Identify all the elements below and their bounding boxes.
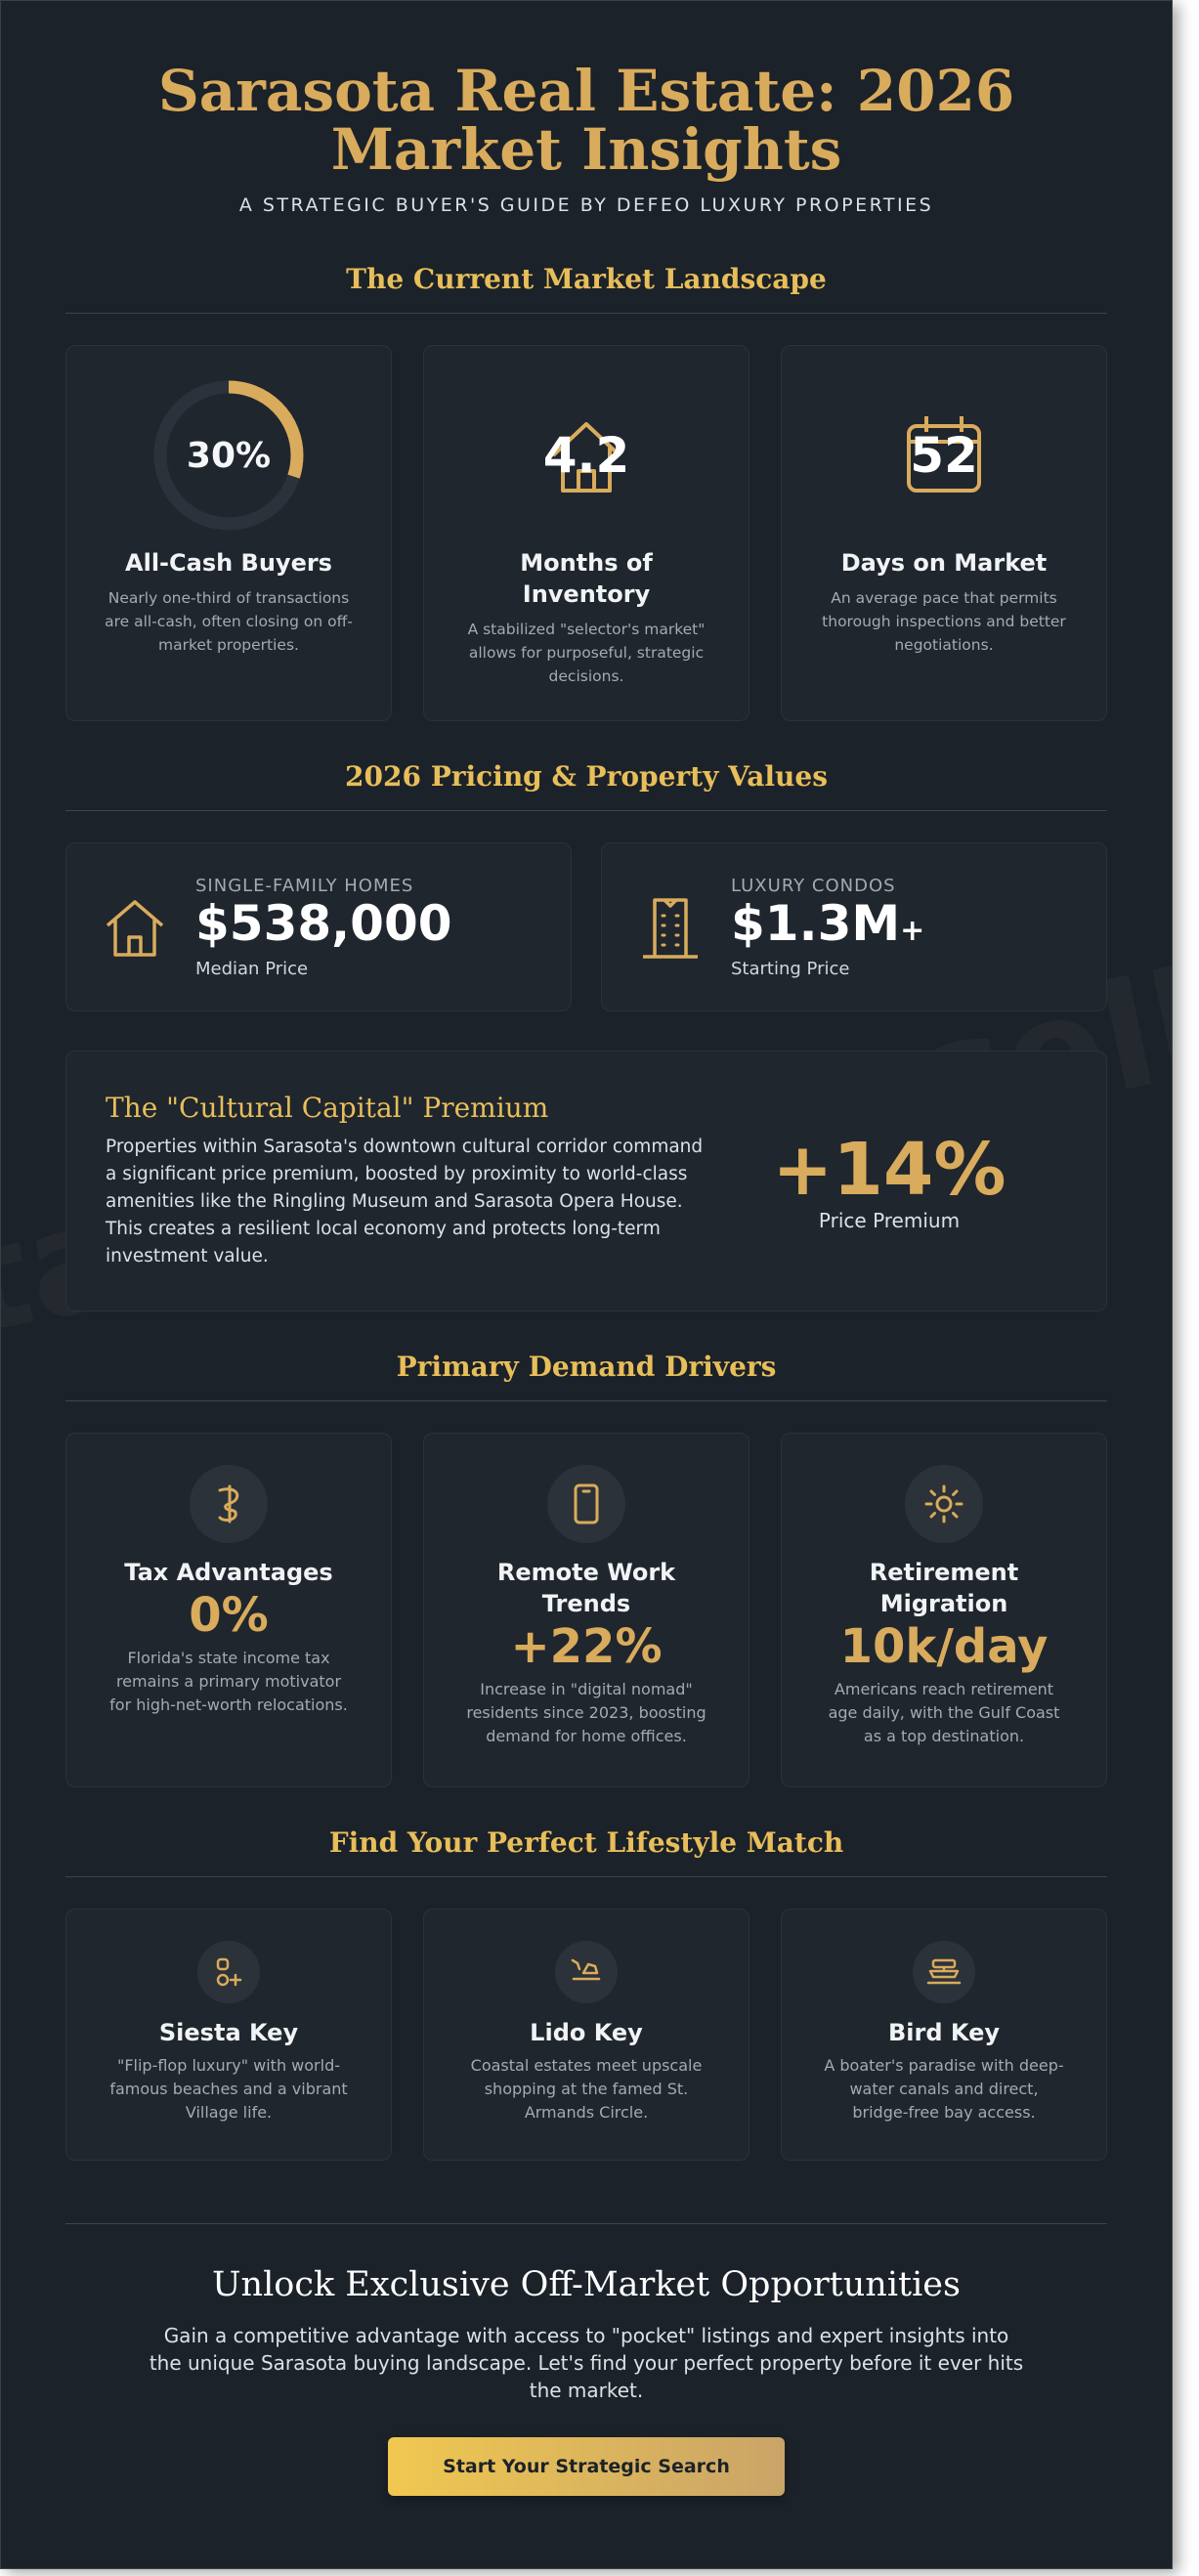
stat-desc: A stabilized "selector's market" allows for purposeful, strategic decisions. [467,621,706,685]
lifestyle-title: Bird Key [888,2019,1000,2046]
driver-desc: Increase in "digital nomad" residents since 2023, boosting demand for home offices. [466,1680,707,1745]
price-value: $1.3M+ [731,894,925,952]
house-icon [104,896,166,959]
driver-cards [65,1433,1107,1787]
days-value: 52 [910,427,978,484]
shapes-icon [197,1941,260,2003]
market-cards [65,345,1107,721]
cta-text: Gain a competitive advantage with access to "pocket" listings and expert insights into the unique Sarasota buying landscape. Let's find your perfect property before it ever hits the market. [149,2324,1024,2402]
donut-value: 30% [186,435,272,476]
stat-title: All-Cash Buyers [125,549,332,577]
stat-desc: An average pace that permits thorough inspections and better negotiations. [822,589,1066,654]
stat-card-inventory [423,345,749,721]
premium-caption: Price Premium [818,1208,961,1232]
section-divider [65,810,1107,811]
driver-value: +22% [510,1619,663,1674]
stat-title: Days on Market [840,549,1048,577]
driver-desc: Americans reach retirement age daily, with the Gulf Coast as a top destination. [828,1680,1060,1745]
cta-title: Unlock Exclusive Off-Market Opportunities [212,2265,961,2304]
premium-card [65,1051,1107,1311]
stat-card-cash-buyers [65,345,392,721]
lifestyle-card-siesta-key[interactable] [65,1909,392,2161]
price-card-luxury-condos [601,842,1107,1011]
driver-card-tax [65,1433,392,1787]
premium-title: The "Cultural Capital" Premium [106,1092,549,1124]
price-label: SINGLE-FAMILY HOMES [195,875,414,896]
cash-buyers-donut [150,377,307,534]
stat-card-days-on-market [781,345,1107,721]
driver-title: Retirement Migration [869,1559,1019,1617]
section-title-lifestyle: Find Your Perfect Lifestyle Match [328,1826,844,1859]
page-subtitle: A STRATEGIC BUYER'S GUIDE BY DEFEO LUXURY PROPERTIES [238,194,934,216]
cta-divider [65,2223,1107,2224]
section-divider [65,1876,1107,1877]
lifestyle-card-lido-key[interactable] [423,1909,749,2161]
premium-stat [711,1127,1067,1232]
price-card-single-family [65,842,572,1011]
driver-card-remote-work [423,1433,749,1787]
dollar-icon [190,1465,268,1543]
content [1,1,1172,2496]
driver-title: Remote Work Trends [496,1559,676,1617]
price-caption: Median Price [195,958,309,979]
premium-value: +14% [772,1127,1006,1212]
premium-text-block [106,1092,711,1270]
price-text [731,876,924,979]
sun-icon [905,1465,983,1543]
condo-building-icon [639,896,702,959]
page-title: Sarasota Real Estate: 2026 Market Insights [157,58,1015,183]
price-value: $538,000 [195,894,452,952]
shopping-icon [555,1941,618,2003]
lifestyle-title: Siesta Key [158,2019,299,2046]
inventory-graphic [508,377,664,534]
section-title-market: The Current Market Landscape [346,263,827,295]
driver-value: 0% [189,1588,269,1643]
start-search-button[interactable]: Start Your Strategic Search [388,2437,785,2496]
stat-title: Months of Inventory [520,549,653,608]
stat-desc: Nearly one-third of transactions are all-cash, often closing on off-market properties. [105,589,353,654]
days-graphic [866,377,1022,534]
lifestyle-card-bird-key[interactable] [781,1909,1107,2161]
price-text [195,876,452,979]
driver-value: 10k/day [839,1619,1049,1674]
premium-text: Properties within Sarasota's downtown cultural corridor command a significant price premium, boosted by proximity to world-class amenities like the Ringling Museum and Sarasota Opera House. This creates a resilient local economy and protects long-term investment value. [106,1137,704,1267]
lifestyle-desc: "Flip-flop luxury" with world-famous beaches and a vibrant Village life. [109,2056,348,2122]
lifestyle-desc: A boater's paradise with deep-water canals and direct, bridge-free bay access. [824,2056,1064,2122]
section-divider [65,1400,1107,1401]
section-title-pricing: 2026 Pricing & Property Values [345,760,828,793]
inventory-value: 4.2 [542,427,630,484]
boat-icon [913,1941,975,2003]
driver-card-retirement [781,1433,1107,1787]
section-divider [65,313,1107,314]
smartphone-icon [547,1465,625,1543]
lifestyle-desc: Coastal estates meet upscale shopping at the famed St. Armands Circle. [470,2056,703,2122]
price-caption: Starting Price [731,958,850,979]
lifestyle-cards [65,1909,1107,2161]
driver-title: Tax Advantages [124,1559,333,1586]
pricing-cards [65,842,1107,1011]
section-title-drivers: Primary Demand Drivers [396,1351,777,1383]
price-label: LUXURY CONDOS [731,875,896,896]
driver-desc: Florida's state income tax remains a primary motivator for high-net-worth relocations. [109,1649,348,1714]
lifestyle-title: Lido Key [530,2019,643,2046]
